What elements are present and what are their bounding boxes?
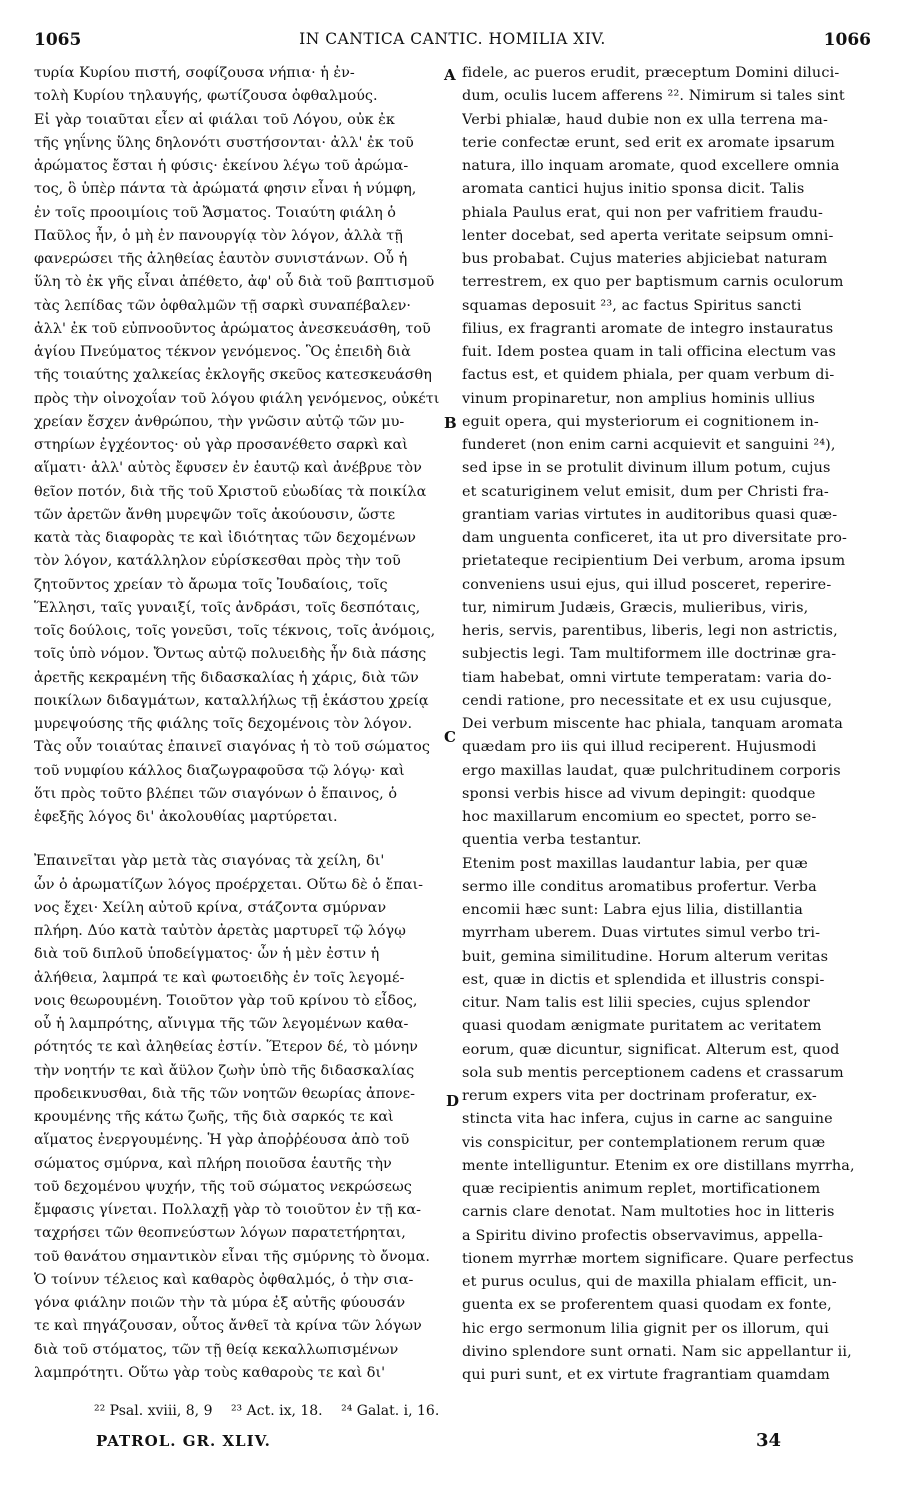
running-title: IN CANTICA CANTIC. HOMILIA XIV. xyxy=(299,30,606,48)
latin-text-line: subjectis legi. Tam multiformem ille doctrinæ gra- xyxy=(462,646,837,663)
latin-text-line: prietateque recipientium Dei verbum, aroma ipsum xyxy=(462,553,846,570)
greek-text-line: τὸν λόγον, κατάλληλον εὑρίσκεσθαι πρὸς τὴν τοῦ xyxy=(34,553,401,570)
latin-text-line: fuit. Idem postea quam in tali officina electum vas xyxy=(462,344,837,360)
latin-text-line: sponsi verbis hisce ad vivum depingit: quodque xyxy=(462,785,816,802)
latin-text-line: factus est, et quidem phiala, per quam verbum di- xyxy=(462,367,835,384)
greek-text-line: αἵματος ἐνεργουμένης. Ἡ γὰρ ἀποῤῥέουσα ἀπὸ τοῦ xyxy=(34,1132,410,1149)
greek-text-line: ρότητός τε καὶ ἀληθείας ἐστίν. Ἕτερον δέ, τὸ μόνην xyxy=(34,1039,418,1056)
page-number-left: 1065 xyxy=(34,30,82,50)
greek-text-line: Εἰ γὰρ τοιαῦται εἶεν αἱ φιάλαι τοῦ Λόγου, οὐκ ἐκ xyxy=(34,111,395,128)
latin-text-line: terrestrem, ex quo per baptismum carnis oculorum xyxy=(462,274,844,291)
latin-text-line: grantiam varias virtutes in auditoribus quasi quæ- xyxy=(462,506,838,523)
signature-mark: PATROL. GR. XLIV. xyxy=(96,1432,271,1450)
latin-text-line: tiam habebat, omni virtute temperatam: varia do- xyxy=(462,669,832,686)
greek-paragraph-gap xyxy=(34,829,442,850)
latin-text-line: et scaturiginem velut emisit, dum per Christi fra- xyxy=(462,483,829,500)
latin-text-line: myrrham uberem. Duas virtutes simul verbo tri- xyxy=(462,925,821,942)
greek-text-line: κρουμένης τῆς κάτω ζωῆς, τῆς διὰ σαρκός τε καὶ xyxy=(34,1109,394,1125)
greek-text-line: κατὰ τὰς διαφορὰς τε καὶ ἰδιότητας τῶν δεχομένων xyxy=(34,530,416,546)
greek-text-line: γόνα φιάλην ποιῶν τὴν τὰ μύρα ἐξ αὐτῆς φύουσάν xyxy=(34,1295,406,1311)
greek-text-line: οὗ ἡ λαμπρότης, αἴνιγμα τῆς τῶν λεγομένων καθα- xyxy=(34,1016,409,1032)
greek-column xyxy=(34,62,442,1385)
latin-text-line: tur, nimirum Judæis, Græcis, mulieribus, viris, xyxy=(462,599,809,616)
greek-text-line: τῶν ἀρετῶν ἄνθη μυρεψῶν τοῖς ἀκούουσιν, ὥστε xyxy=(34,506,396,523)
latin-text-line: Dei verbum miscente hac phiala, tanquam aromata xyxy=(462,716,843,732)
latin-text-line: carnis clare denotat. Nam multoties hoc in litteris xyxy=(462,1204,835,1221)
latin-text-line: aromata cantici hujus initio sponsa dicit. Talis xyxy=(462,181,805,198)
latin-text-line: sola sub mentis perceptionem cadens et crassarum xyxy=(462,1064,844,1081)
section-marker-c: C xyxy=(444,728,456,746)
latin-text-line: terie confectæ erunt, sed erit ex aromate ipsarum xyxy=(462,134,835,151)
greek-text-line: ποικίλων διδαγμάτων, καταλλήλως τῇ ἑκάστου χρείᾳ xyxy=(34,692,429,709)
greek-text-line: Παῦλος ἦν, ὁ μὴ ἐν πανουργίᾳ τὸν λόγον, ἀλλὰ τῇ xyxy=(34,227,403,244)
latin-text-line: bus probabat. Cujus materies abjiciebat naturam xyxy=(462,251,828,267)
greek-text-line: Ὁ τοίνυν τέλειος καὶ καθαρὸς ὀφθαλμός, ὁ τὴν σια- xyxy=(34,1271,414,1288)
greek-text-line: στηρίων ἐγχέοντος· οὐ γὰρ προσανέθετο σαρκὶ καὶ xyxy=(34,437,408,453)
greek-text-line: λαμπρότητι. Οὕτω γὰρ τοὺς καθαροὺς τε καὶ δι' xyxy=(34,1364,386,1381)
greek-text-line: τοῖς δούλοις, τοῖς γονεῦσι, τοῖς τέκνοις, τοῖς ἀνόμοις, xyxy=(34,623,436,639)
greek-text-line: τὰς λεπίδας τῶν ὀφθαλμῶν τῇ σαρκὶ συναπέβαλεν· xyxy=(34,297,411,314)
greek-text-line: αἵματι· ἀλλ' αὐτὸς ἔφυσεν ἐν ἑαυτῷ καὶ ἀνέβρυε τὸν xyxy=(34,460,422,477)
latin-text-line: ergo maxillas laudat, quæ pulchritudinem corporis xyxy=(462,762,841,779)
latin-text-line: vis conspicitur, per contemplationem rerum quæ xyxy=(462,1134,826,1151)
latin-text-line: funderet (non enim carni acquievit et sanguini ²⁴), xyxy=(462,437,836,453)
latin-text-line: Verbi phialæ, haud dubie non ex ulla terrena ma- xyxy=(462,111,828,128)
greek-text-line: τὴν νοητήν τε καὶ ἄϋλον ζωὴν ὑπὸ τῆς διδασκαλίας xyxy=(34,1062,415,1079)
latin-text-line: tionem myrrhæ mortem significare. Quare perfectus xyxy=(462,1250,854,1267)
section-marker-b: B xyxy=(444,414,457,432)
greek-text-line: διὰ τοῦ στόματος, τῶν τῇ θείᾳ κεκαλλωπισμένων xyxy=(34,1341,399,1358)
latin-text-line: buit, gemina similitudine. Horum alterum veritas xyxy=(462,948,829,965)
greek-text-line: τῆς γηΐνης ὕλης δηλονότι συστήσονται· ἀλλ' ἐκ τοῦ xyxy=(34,134,414,151)
latin-text-line: guenta ex se proferentem quasi quodam ex fonte, xyxy=(462,1297,832,1314)
greek-text-line: ζητοῦντος χρείαν τὸ ἄρωμα τοῖς Ἰουδαίοις, τοῖς xyxy=(34,576,388,593)
latin-text-line: heris, servis, parentibus, liberis, legi non astrictis, xyxy=(462,623,838,639)
greek-text-line: ἔμφασις γίνεται. Πολλαχῇ γὰρ τὸ τοιοῦτον ἐν τῇ κα- xyxy=(34,1202,421,1218)
latin-text-line: quasi quodam ænigmate puritatem ac veritatem xyxy=(462,1018,822,1035)
footnote-24: ²⁴ Galat. i, 16. xyxy=(341,1403,440,1419)
latin-text-line: eguit opera, qui mysteriorum ei cognitionem in- xyxy=(462,413,819,430)
latin-text-line: Etenim post maxillas laudantur labia, per quæ xyxy=(462,855,808,872)
greek-text-line: τοῦ νυμφίου κάλλος διαζωγραφοῦσα τῷ λόγῳ· καὶ xyxy=(34,762,405,779)
latin-text-line: dam unguenta conficeret, ita ut pro diversitate pro- xyxy=(462,530,848,546)
latin-text-line: eorum, quæ dicuntur, significat. Alterum est, quod xyxy=(462,1041,840,1058)
greek-text-line: πρὸς τὴν οἰνοχοΐαν τοῦ λόγου φιάλη γενόμενος, οὐκέτι xyxy=(34,390,440,407)
greek-text-line: ἀλήθεια, λαμπρά τε καὶ φωτοειδὴς ἐν τοῖς λεγομέ- xyxy=(34,969,405,986)
latin-text-line: dum, oculis lucem afferens ²². Nimirum si tales sint xyxy=(462,88,845,105)
latin-text-line: et purus oculus, qui de maxilla phialam efficit, un- xyxy=(462,1274,837,1290)
greek-text-line: τος, ὃ ὑπὲρ πάντα τὰ ἀρώματά φησιν εἶναι ἡ νύμφη, xyxy=(34,181,417,198)
greek-text-line: τε καὶ πηγάζουσαν, οὗτος ἄνθεῖ τὰ κρίνα τῶν λόγων xyxy=(34,1318,422,1335)
footnote-23: ²³ Act. ix, 18. xyxy=(230,1403,323,1419)
greek-text-line: σώματος σμύρνα, καὶ πλήρη ποιοῦσα ἑαυτῆς τὴν xyxy=(34,1155,392,1172)
latin-text-line: citur. Nam talis est lilii species, cujus splendor xyxy=(462,995,811,1011)
greek-text-line: ὕλη τὸ ἐκ γῆς εἶναι ἀπέθετο, ἀφ' οὗ διὰ τοῦ βαπτισμοῦ xyxy=(34,274,435,291)
sheet-number: 34 xyxy=(756,1430,782,1451)
greek-text-line: τοῦ θανάτου σημαντικὸν εἶναι τῆς σμύρνης τὸ ὄνομα. xyxy=(34,1248,430,1265)
greek-text-line: τολὴ Κυρίου τηλαυγής, φωτίζουσα ὀφθαλμούς. xyxy=(34,88,378,105)
greek-text-line: ὧν ὁ ἀρωματίζων λόγος προέρχεται. Οὕτω δὲ ὁ ἔπαι- xyxy=(34,876,423,893)
section-marker-a: A xyxy=(444,66,456,84)
latin-text-line: a Spiritu divino profectis observavimus, appella- xyxy=(462,1227,824,1244)
latin-text-line: qui puri sunt, et ex virtute fragrantiam quamdam xyxy=(462,1367,830,1383)
latin-text-line: quædam pro iis qui illud reciperent. Hujusmodi xyxy=(462,739,817,756)
section-marker-d: D xyxy=(446,1092,460,1110)
latin-column xyxy=(462,62,869,1387)
latin-text-line: rerum expers vita per doctrinam proferatur, ex- xyxy=(462,1088,817,1104)
greek-text-line: μυρεψούσης τῆς φιάλης τοῖς δεχομένοις τὸν λόγον. xyxy=(34,716,413,732)
greek-text-line: νος ἔχει· Χείλη αὐτοῦ κρίνα, στάζοντα σμύρναν xyxy=(34,899,387,916)
greek-text-line: νοις θεωρουμένη. Τοιοῦτον γὰρ τοῦ κρίνου τὸ εἶδος, xyxy=(34,992,418,1009)
greek-text-line: τοῦ δεχομένου ψυχήν, τῆς τοῦ σώματος νεκρώσεως xyxy=(34,1178,412,1195)
greek-text-line: ἀλλ' ἐκ τοῦ εὐπνοοῦντος ἀρώματος ἀνεσκευάσθη, τοῦ xyxy=(34,320,431,337)
greek-text-line: θεῖον ποτόν, διὰ τῆς τοῦ Χριστοῦ εὐωδίας τὰ ποικίλα xyxy=(34,483,427,500)
latin-text-line: vinum propinaretur, non amplius hominis ullius xyxy=(462,390,816,407)
page-number-right: 1066 xyxy=(823,30,871,50)
greek-text-line: Τὰς οὖν τοιαύτας ἐπαινεῖ σιαγόνας ἡ τὸ τοῦ σώματος xyxy=(34,739,430,756)
latin-text-line: fidele, ac pueros erudit, præceptum Domini diluci- xyxy=(462,65,840,81)
latin-text-line: mente intelliguntur. Etenim ex ore distillans myrrha, xyxy=(462,1157,855,1174)
greek-text-line: ἐν τοῖς προοιμίοις τοῦ Ἄσματος. Τοιαύτη φιάλη ὁ xyxy=(34,204,396,221)
latin-text-line: sed ipse in se protulit divinum illum potum, cujus xyxy=(462,460,831,477)
latin-text-line: divino splendore sunt ornati. Nam sic appellantur ii, xyxy=(462,1343,852,1360)
greek-text-line: ἀρετῆς κεκραμένη τῆς διδασκαλίας ἡ χάρις, διὰ τῶν xyxy=(34,669,419,686)
latin-text-line: encomii hæc sunt: Labra ejus lilia, distillantia xyxy=(462,902,804,918)
greek-text-line: Ἐπαινεῖται γὰρ μετὰ τὰς σιαγόνας τὰ χείλη, δι' xyxy=(34,853,385,870)
greek-text-line: Ἕλλησι, ταῖς γυναιξί, τοῖς ἀνδράσι, τοῖς δεσπόταις, xyxy=(34,599,421,616)
latin-text-line: phiala Paulus erat, qui non per vafritiem fraudu- xyxy=(462,204,824,221)
latin-text-line: sermo ille conditus aromatibus profertur. Verba xyxy=(462,878,817,895)
greek-text-line: ταχρήσει τῶν θεοπνεύστων λόγων παρατετήρηται, xyxy=(34,1225,406,1242)
latin-text-line: squamas deposuit ²³, ac factus Spiritus sancti xyxy=(462,297,802,314)
greek-text-line: τυρία Κυρίου πιστή, σοφίζουσα νήπια· ἡ ἐν- xyxy=(34,65,355,81)
greek-text-line: χρείαν ἔσχεν ἀνθρώπου, τὴν γνῶσιν αὐτῷ τῶν μυ- xyxy=(34,413,405,430)
latin-text-line: quentia verba testantur. xyxy=(462,832,642,849)
latin-text-line: hoc maxillarum encomium eo spectet, porro se- xyxy=(462,809,817,825)
latin-text-line: natura, illo inquam aromate, quod excellere omnia xyxy=(462,158,840,174)
latin-text-line: stincta vita hac infera, cujus in carne ac sanguine xyxy=(462,1111,833,1128)
greek-text-line: τῆς τοιαύτης χαλκείας ἐκλογῆς σκεῦος κατεσκευάσθη xyxy=(34,367,432,384)
latin-text-line: hic ergo sermonum lilia gignit per os illorum, qui xyxy=(462,1320,829,1337)
latin-text-line: filius, ex fragranti aromate de integro instauratus xyxy=(462,320,834,337)
greek-text-line: φανερώσει τῆς ἀληθείας ἑαυτὸν συνιστάνων. Οὗ ἡ xyxy=(34,251,408,267)
running-header xyxy=(34,30,871,56)
latin-text-line: cendi ratione, pro necessitate et ex usu cujusque, xyxy=(462,692,833,709)
greek-text-line: ἐφεξῆς λόγος δι' ἀκολουθίας μαρτύρεται. xyxy=(34,809,338,825)
greek-text-line: ἀρώματος ἔσται ἡ φύσις· ἐκείνου λέγω τοῦ ἀρώμα- xyxy=(34,158,409,174)
footnote-22: ²² Psal. xviii, 8, 9 xyxy=(94,1403,213,1419)
latin-text-line: conveniens usui ejus, qui illud posceret, reperire- xyxy=(462,576,832,593)
greek-text-line: ὅτι πρὸς τοῦτο βλέπει τῶν σιαγόνων ὁ ἔπαινος, ὁ xyxy=(34,785,397,802)
greek-text-line: πλήρη. Δύο κατὰ ταὐτὸν ἀρετὰς μαρτυρεῖ τῷ λόγῳ xyxy=(34,923,406,939)
footnotes xyxy=(94,1403,453,1419)
latin-text-line: est, quæ in dictis et splendida et illustris conspi- xyxy=(462,971,825,988)
latin-text-line: lenter docebat, sed aperta veritate seipsum omni- xyxy=(462,227,834,244)
greek-text-line: προδεικνυσθαι, διὰ τῆς τῶν νοητῶν θεωρίας ἀπονε- xyxy=(34,1085,415,1102)
greek-text-line: ἁγίου Πνεύματος τέκνον γενόμενος. Ὃς ἐπειδὴ διὰ xyxy=(34,344,411,360)
latin-text-line: quæ recipientis animum replet, mortificationem xyxy=(462,1181,821,1197)
greek-text-line: διὰ τοῦ διπλοῦ ὑποδείγματος· ὧν ἡ μὲν ἐστιν ἡ xyxy=(34,946,380,963)
greek-text-line: τοῖς ὑπὸ νόμον. Ὄντως αὐτῷ πολυειδὴς ἦν διὰ πάσης xyxy=(34,646,427,663)
